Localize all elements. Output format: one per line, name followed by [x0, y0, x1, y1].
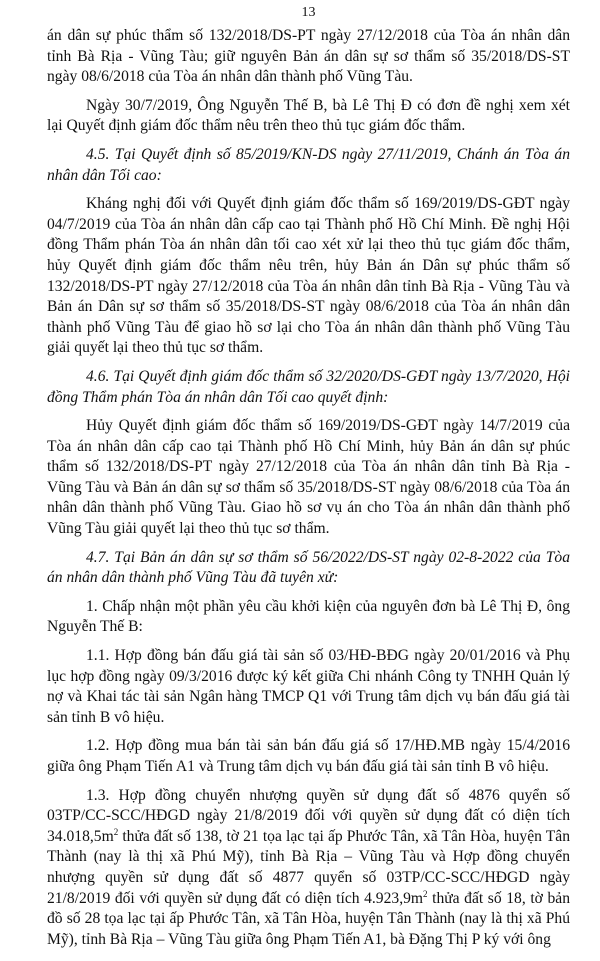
paragraph-protest: Kháng nghị đối với Quyết định giám đốc thẩm số 169/2019/DS-GĐT ngày 04/7/2019 của Tòa án nhân dân cấp cao tại Thành phố Hồ Chí Minh. Đề nghị Hội đồng Thẩm phán Tòa án nhân dân tối cao xét xử lại theo thủ tục giám đốc thẩm, hủy Quyết định giám đốc thẩm nêu trên, hủy Bản án Dân sự phúc thẩm số 132/2018/DS-PT ngày 27/12/2018 của Tòa án nhân dân tỉnh Bà Rịa - Vũng Tàu và Bản án Dân sự sơ thẩm số 35/2018/DS-ST ngày 08/6/2018 của Tòa án nhân dân thành phố Vũng Tàu để giao hồ sơ lại cho Tòa án nhân dân thành phố Vũng Tàu giải quyết lại theo thủ tục sơ thẩm.: [47, 195, 570, 357]
paragraph-item-1-1: 1.1. Hợp đồng bán đấu giá tài sản số 03/HĐ-BĐG ngày 20/01/2016 và Phụ lục hợp đồng ngày 09/3/2016 được ký kết giữa Chi nhánh Công ty TNHH Quản lý nợ và Khai tác tài sản Ngân hàng TMCP Q1 với Trung tâm dịch vụ bán đấu giá tài sản tỉnh B vô hiệu.: [47, 647, 570, 726]
paragraph-petition: Ngày 30/7/2019, Ông Nguyễn Thế B, bà Lê Thị Đ có đơn đề nghị xem xét lại Quyết định giám đốc thẩm nêu trên theo thủ tục giám đốc thẩm.: [47, 96, 570, 135]
heading-4-5: 4.5. Tại Quyết định số 85/2019/KN-DS ngày 27/11/2019, Chánh án Tòa án nhân dân Tối cao:: [47, 145, 570, 184]
heading-4-6: 4.6. Tại Quyết định giám đốc thẩm số 32/2020/DS-GĐT ngày 13/7/2020, Hội đồng Thẩm phán Tòa án nhân dân Tối cao quyết định:: [47, 367, 570, 406]
superscript-squared: 2: [113, 826, 119, 837]
heading-4-7: 4.7. Tại Bản án dân sự sơ thẩm số 56/2022/DS-ST ngày 02-8-2022 của Tòa án nhân dân thành phố Vũng Tàu đã tuyên xử:: [47, 548, 570, 587]
paragraph-item-1: 1. Chấp nhận một phần yêu cầu khởi kiện của nguyên đơn bà Lê Thị Đ, ông Nguyễn Thế B:: [47, 597, 570, 636]
paragraph-annulment: Hủy Quyết định giám đốc thẩm số 169/2019/DS-GĐT ngày 14/7/2019 của Tòa án nhân dân cấp cao tại Thành phố Hồ Chí Minh, hủy Bản án dân sự phúc thẩm số 132/2018/DS-PT ngày 27/12/2018 của Tòa án nhân dân tỉnh Bà Rịa - Vũng Tàu và Bản án dân sự sơ thẩm số 35/2018/DS-ST ngày 08/6/2018 của Tòa án nhân dân thành phố Vũng Tàu. Giao hồ sơ vụ án cho Tòa án nhân dân thành phố Vũng Tàu giải quyết lại theo thủ tục sơ thẩm.: [47, 417, 570, 538]
paragraph-continuation: án dân sự phúc thẩm số 132/2018/DS-PT ngày 27/12/2018 của Tòa án nhân dân tỉnh Bà Rịa - Vũng Tàu; giữ nguyên Bản án dân sự sơ thẩm số 35/2018/DS-ST ngày 08/6/2018 của Tòa án nhân dân thành phố Vũng Tàu.: [47, 27, 570, 86]
item-1-3-part-b: thửa đất số 138, tờ 21 tọa lạc tại ấp Phước Tân, xã Tân Hòa, huyện Tân Thành (nay là thị xã Phú Mỹ), tỉnh Bà Rịa – Vũng Tàu và Hợp đồng chuyển nhượng quyền sử dụng đất số 4877 quyển số 03TP/CC-SCC/HĐGD ngày 21/8/2019 đối với quyền sử dụng đất có diện tích 4.923,9m: [47, 827, 570, 907]
paragraph-item-1-3: [47, 786, 570, 951]
item-1-3-part-c: thửa đất số 18, tờ bản đồ số 28 tọa lạc tại ấp Phước Tân, xã Tân Hòa, huyện Tân Thành (nay là thị xã Phú Mỹ), tỉnh Bà Rịa – Vũng Tàu giữa ông Phạm Tiến A1, bà Đặng Thị P ký với ông: [47, 889, 570, 948]
paragraph-item-1-2: 1.2. Hợp đồng mua bán tài sản bán đấu giá số 17/HĐ.MB ngày 15/4/2016 giữa ông Phạm Tiến A1 và Trung tâm dịch vụ bán đấu giá tài sản tỉnh B vô hiệu.: [47, 737, 570, 775]
superscript-squared: 2: [423, 888, 428, 899]
item-1-3-part-a: 1.3. Hợp đồng chuyển nhượng quyền sử dụng đất số 4876 quyển số 03TP/CC-SCC/HĐGD ngày 21/8/2019 đối với quyền sử dụng đất có diện tích 34.018,5m: [47, 786, 570, 845]
page-number: 13: [301, 5, 316, 20]
